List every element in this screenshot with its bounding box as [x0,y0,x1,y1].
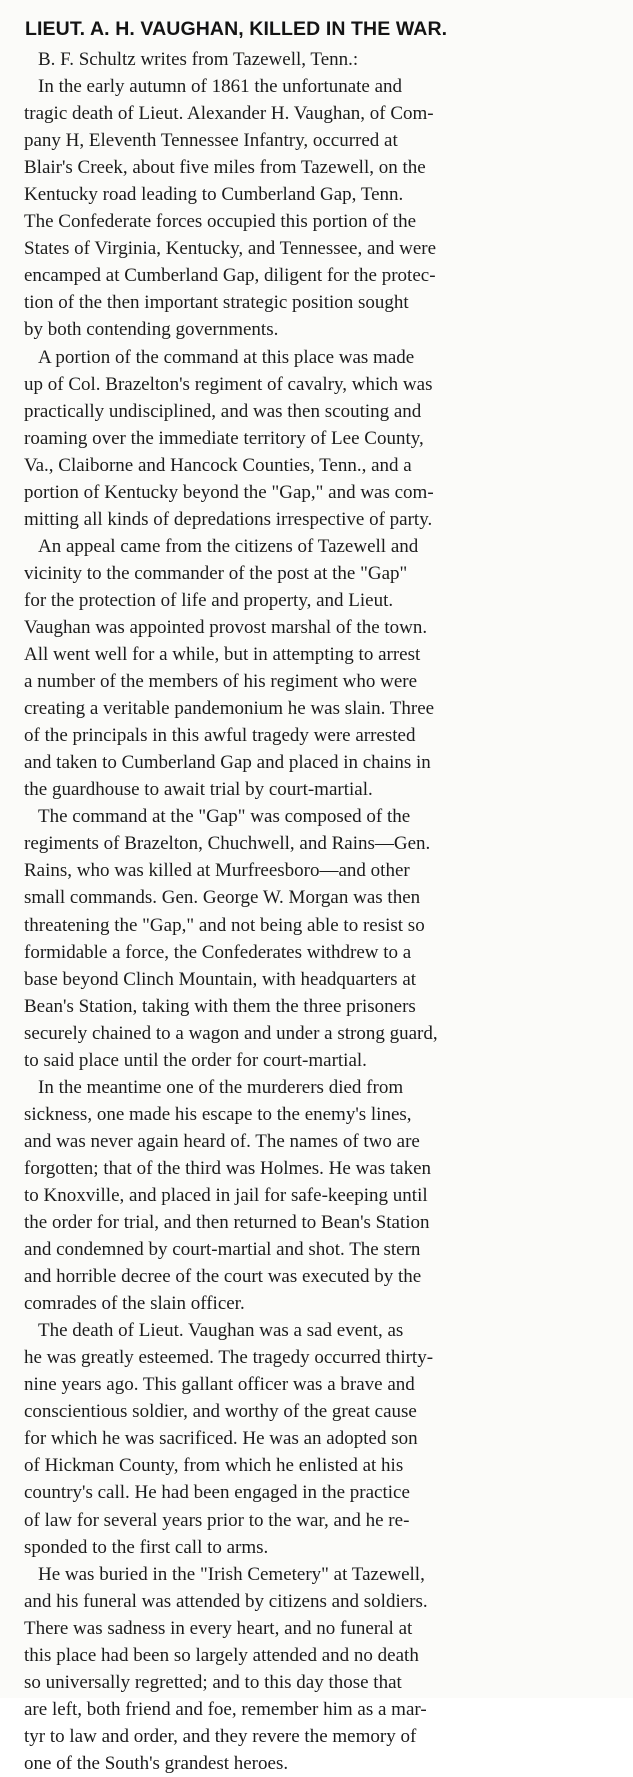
paragraph-line: and his funeral was attended by citizens and soldiers. [24,1590,428,1612]
paragraph-line: small commands. Gen. George W. Morgan was then [24,887,421,909]
article-paragraph [24,803,632,1073]
article-paragraph [24,1317,632,1560]
paragraph-line: Vaughan was appointed provost marshal of the town. [24,616,428,638]
paragraph-first-line: In the early autumn of 1861 the unfortunate and [38,76,403,98]
paragraph-line: threatening the "Gap," and not being able to resist so [24,914,425,936]
paragraph-line: of law for several years prior to the war, and he re- [24,1509,410,1531]
paragraph-line: he was greatly esteemed. The tragedy occurred thirty- [24,1347,434,1369]
paragraph-line: conscientious soldier, and worthy of the great cause [24,1401,417,1423]
paragraph-line: to Knoxville, and placed in jail for safe-keeping until [24,1184,428,1206]
article-paragraph [24,73,632,343]
paragraph-line: States of Virginia, Kentucky, and Tennessee, and were [24,238,437,260]
paragraph-line: sponded to the first call to arms. [24,1536,269,1558]
paragraph-line: so universally regretted; and to this day those that [24,1671,402,1693]
paragraph-first-line: He was buried in the "Irish Cemetery" at Tazewell, [38,1563,425,1585]
paragraph-line: practically undisciplined, and was then scouting and [24,400,422,422]
paragraph-line: mitting all kinds of depredations irrespective of party. [24,508,433,530]
article-paragraph [24,344,632,533]
paragraph-first-line: A portion of the command at this place was made [38,346,415,368]
paragraph-line: to said place until the order for court-martial. [24,1049,367,1071]
paragraph-line: encamped at Cumberland Gap, diligent for the protec- [24,265,436,287]
paragraph-line: for which he was sacrificed. He was an adopted son [24,1428,418,1450]
paragraph-line: the order for trial, and then returned to Bean's Station [24,1212,430,1234]
paragraph-line: Bean's Station, taking with them the three prisoners [24,995,416,1017]
paragraph-line: tion of the then important strategic position sought [24,292,409,314]
paragraph-line: country's call. He had been engaged in the practice [24,1482,410,1504]
paragraph-line: are left, both friend and foe, remember him as a mar- [24,1698,427,1720]
paragraph-line: and taken to Cumberland Gap and placed in chains in [24,752,431,774]
paragraph-line: regiments of Brazelton, Chuchwell, and Rains—Gen. [24,833,431,855]
paragraph-first-line: The command at the "Gap" was composed of the [38,806,411,828]
paragraph-line: up of Col. Brazelton's regiment of cavalry, which was [24,373,433,395]
paragraph-line: vicinity to the commander of the post at the "Gap" [24,562,408,584]
paragraph-first-line: An appeal came from the citizens of Tazewell and [38,535,419,557]
article-paragraph [24,1074,632,1317]
paragraph-line: for the protection of life and property, and Lieut. [24,589,394,611]
paragraph-line: pany H, Eleventh Tennessee Infantry, occurred at [24,130,398,152]
paragraph-line: and condemned by court-martial and shot. The stern [24,1239,421,1261]
paragraph-line: There was sadness in every heart, and no funeral at [24,1617,413,1639]
paragraph-line: Rains, who was killed at Murfreesboro—and other [24,860,410,882]
paragraph-line: of Hickman County, from which he enlisted at his [24,1455,404,1477]
paragraph-line: the guardhouse to await trial by court-martial. [24,779,373,801]
paragraph-line: nine years ago. This gallant officer was a brave and [24,1374,415,1396]
paragraph-line: Blair's Creek, about five miles from Tazewell, on the [24,157,426,179]
paragraph-line: this place had been so largely attended and no death [24,1644,419,1666]
paragraph-line: All went well for a while, but in attempting to arrest [24,644,421,666]
paragraph-line: forgotten; that of the third was Holmes. He was taken [24,1157,431,1179]
paragraph-line: securely chained to a wagon and under a strong guard, [24,1022,438,1044]
paragraph-line: and horrible decree of the court was executed by the [24,1266,422,1288]
paragraph-line: of the principals in this awful tragedy were arrested [24,725,416,747]
paragraph-line: creating a veritable pandemonium he was slain. Three [24,698,435,720]
paragraph-line: tragic death of Lieut. Alexander H. Vaughan, of Com- [24,103,434,125]
article-paragraph [24,533,632,803]
paragraph-line: base beyond Clinch Mountain, with headquarters at [24,968,417,990]
article-body [24,46,632,1777]
paragraph-line: Va., Claiborne and Hancock Counties, Tenn., and a [24,454,412,476]
paragraph-first-line: The death of Lieut. Vaughan was a sad event, as [38,1320,404,1342]
paragraph-line: sickness, one made his escape to the enemy's lines, [24,1103,412,1125]
article-paragraph [24,1561,632,1777]
paragraph-line: one of the South's grandest heroes. [24,1752,289,1774]
paragraph-line: comrades of the slain officer. [24,1293,245,1315]
paragraph-line: a number of the members of his regiment who were [24,671,418,693]
paragraph-line: The Confederate forces occupied this portion of the [24,211,416,233]
paragraph-line: and was never again heard of. The names of two are [24,1130,420,1152]
paragraph-line: tyr to law and order, and they revere the memory of [24,1725,417,1747]
paragraph-line: Kentucky road leading to Cumberland Gap, Tenn. [24,184,404,206]
paragraph-first-line: In the meantime one of the murderers died from [38,1076,404,1098]
paragraph-first-line: B. F. Schultz writes from Tazewell, Tenn.: [38,49,359,70]
paragraph-line: formidable a force, the Confederates withdrew to a [24,941,412,963]
article-paragraph [24,46,632,73]
paragraph-line: roaming over the immediate territory of Lee County, [24,427,424,449]
paragraph-line: by both contending governments. [24,319,279,341]
article-headline: LIEUT. A. H. VAUGHAN, KILLED IN THE WAR. [25,18,448,40]
paragraph-line: portion of Kentucky beyond the "Gap," and was com- [24,481,434,503]
